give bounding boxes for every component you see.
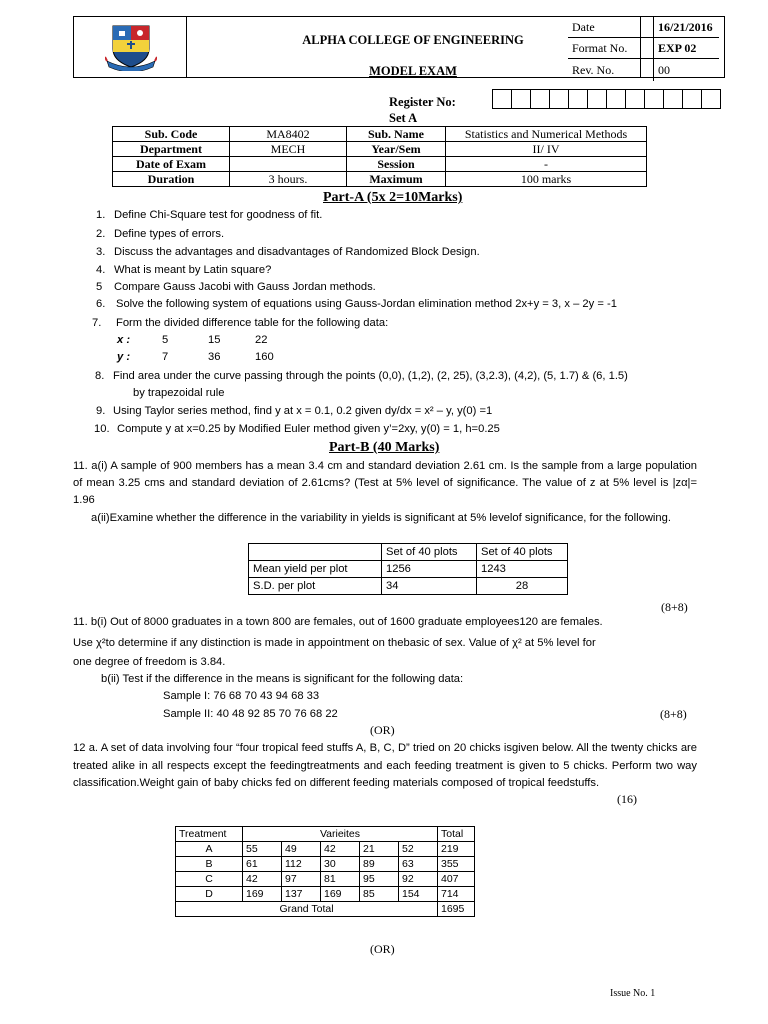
- sample-1: Sample I: 76 68 70 43 94 68 33: [163, 690, 320, 702]
- question-7: 7. Form the divided difference table for the following data:: [92, 317, 389, 329]
- register-box[interactable]: [492, 89, 512, 109]
- question-3: 3. Discuss the advantages and disadvantages of Randomized Block Design.: [96, 246, 480, 258]
- feed-cell: 81: [321, 872, 360, 887]
- document-header: [73, 16, 725, 78]
- question-5-text: Compare Gauss Jacobi with Gauss Jordan methods.: [114, 281, 376, 293]
- info-row: [113, 142, 647, 157]
- feed-cell: 169: [321, 887, 360, 902]
- feed-cell: A: [176, 842, 243, 857]
- feed-cell: 85: [360, 887, 399, 902]
- rev-value: 00: [654, 59, 720, 82]
- sub-code-value: MA8402: [230, 127, 347, 142]
- marks-label: (8+8): [660, 707, 687, 721]
- feed-cell: 89: [360, 857, 399, 872]
- register-box[interactable]: [625, 89, 645, 109]
- yield-header-cell: Set of 40 plots: [477, 544, 568, 561]
- feed-cell: 61: [243, 857, 282, 872]
- feed-table: [175, 826, 475, 917]
- feed-cell: 92: [399, 872, 438, 887]
- register-box[interactable]: [530, 89, 550, 109]
- question-7-text: Form the divided difference table for the following data:: [116, 317, 389, 329]
- question-6: 6. Solve the following system of equations using Gauss-Jordan elimination method 2x+y = 3, x – 2y = -1: [96, 298, 617, 310]
- feed-cell: 714: [438, 887, 475, 902]
- info-row: [113, 157, 647, 172]
- feed-row: [176, 887, 475, 902]
- register-box[interactable]: [701, 89, 721, 109]
- y-value: 36: [208, 351, 221, 363]
- feed-cell: 355: [438, 857, 475, 872]
- register-box[interactable]: [511, 89, 531, 109]
- meta-table: [568, 17, 719, 81]
- feed-cell: 42: [321, 842, 360, 857]
- register-box[interactable]: [549, 89, 569, 109]
- register-box[interactable]: [587, 89, 607, 109]
- year-value: II/ IV: [446, 142, 647, 157]
- feed-cell: C: [176, 872, 243, 887]
- feed-cell: 95: [360, 872, 399, 887]
- x-value: 5: [162, 334, 169, 346]
- feed-cell: 42: [243, 872, 282, 887]
- question-5: 5 Compare Gauss Jacobi with Gauss Jordan methods.: [96, 281, 376, 293]
- yield-header-cell: [249, 544, 382, 561]
- feed-cell: 112: [282, 857, 321, 872]
- question-2: 2. Define types of errors.: [96, 228, 225, 240]
- feed-cell: 55: [243, 842, 282, 857]
- yield-header-row: [249, 544, 568, 561]
- yield-cell: 1243: [477, 561, 568, 578]
- question-11-b-i-cont: one degree of freedom is 3.84.: [73, 656, 226, 668]
- yield-cell: Mean yield per plot: [249, 561, 382, 578]
- feed-cell: 30: [321, 857, 360, 872]
- feed-cell: 169: [243, 887, 282, 902]
- question-8: 8. Find area under the curve passing through the points (0,0), (1,2), (2, 25), (3,2.3), (4,2), (5, 1.7) & (6, 1.5): [95, 370, 628, 382]
- grand-total-label: Grand Total: [176, 902, 438, 917]
- part-a-heading: Part-A (5x 2=10Marks): [323, 190, 463, 205]
- date-label: Date: [568, 17, 654, 38]
- feed-cell: D: [176, 887, 243, 902]
- exam-date-value: [230, 157, 347, 172]
- format-label: Format No.: [568, 38, 654, 59]
- question-11-b-ii: b(ii) Test if the difference in the means is significant for the following data:: [101, 673, 464, 685]
- set-label: Set A: [389, 111, 418, 125]
- format-value: EXP 02: [654, 38, 720, 59]
- y-value: 160: [255, 351, 274, 363]
- maximum-label: Maximum: [347, 172, 446, 187]
- y-value: 7: [162, 351, 169, 363]
- register-number-boxes[interactable]: [493, 89, 721, 109]
- college-name: ALPHA COLLEGE OF ENGINEERING: [302, 33, 524, 47]
- register-box[interactable]: [606, 89, 626, 109]
- feed-header-cell: Treatment: [176, 827, 243, 842]
- question-11-a-i: 11. a(i) A sample of 900 members has a mean 3.4 cm and standard deviation 2.61 cm. Is the sample from a large population of mean 3.25 cms and standard deviation of 2.61cms? (Test at 5% level of significance. The value of z at 5% level is |zα|= 1.96: [73, 460, 697, 506]
- question-4: 4. What is meant by Latin square?: [96, 264, 272, 276]
- question-2-text: Define types of errors.: [114, 228, 225, 240]
- duration-value: 3 hours.: [230, 172, 347, 187]
- question-10-text: Compute y at x=0.25 by Modified Euler method given y’=2xy, y(0) = 1, h=0.25: [117, 423, 500, 435]
- register-box[interactable]: [568, 89, 588, 109]
- or-separator: (OR): [370, 942, 395, 956]
- x-value: 22: [255, 334, 268, 346]
- year-label: Year/Sem: [347, 142, 446, 157]
- question-8-text: Find area under the curve passing through the points (0,0), (1,2), (2, 25), (3,2.3), (4,2), (5, 1.7) & (6, 1.5): [113, 370, 628, 382]
- y-label: y :: [117, 351, 131, 363]
- feed-header-cell: Total: [438, 827, 475, 842]
- feed-cell: 63: [399, 857, 438, 872]
- yield-cell: 34: [382, 578, 477, 595]
- info-row: [113, 172, 647, 187]
- rev-label: Rev. No.: [568, 59, 654, 82]
- feed-total-row: [176, 902, 475, 917]
- info-row: [113, 127, 647, 142]
- session-value: -: [446, 157, 647, 172]
- logo-cell: [74, 17, 187, 77]
- dept-label: Department: [113, 142, 230, 157]
- register-box[interactable]: [644, 89, 664, 109]
- feed-cell: B: [176, 857, 243, 872]
- register-box[interactable]: [682, 89, 702, 109]
- feed-cell: 219: [438, 842, 475, 857]
- question-9-text: Using Taylor series method, find y at x = 0.1, 0.2 given dy/dx = x² – y, y(0) =1: [113, 405, 493, 417]
- question-3-text: Discuss the advantages and disadvantages of Randomized Block Design.: [114, 246, 480, 258]
- feed-cell: 52: [399, 842, 438, 857]
- feed-header-cell: Varieites: [243, 827, 438, 842]
- meta-row-format: [568, 38, 719, 59]
- feed-row: [176, 842, 475, 857]
- date-value: 16/21/2016: [654, 17, 720, 38]
- duration-label: Duration: [113, 172, 230, 187]
- exam-date-label: Date of Exam: [113, 157, 230, 172]
- sub-name-label: Sub. Name: [347, 127, 446, 142]
- feed-cell: 21: [360, 842, 399, 857]
- yield-header-cell: Set of 40 plots: [382, 544, 477, 561]
- question-11-a-ii: a(ii)Examine whether the difference in the variability in yields is significant at 5% levelof significance, for the following.: [91, 512, 671, 524]
- x-value: 15: [208, 334, 221, 346]
- register-box[interactable]: [663, 89, 683, 109]
- marks-label: (16): [617, 792, 637, 806]
- question-10: 10. Compute y at x=0.25 by Modified Euler method given y’=2xy, y(0) = 1, h=0.25: [94, 423, 500, 435]
- college-crest-logo: [105, 23, 157, 71]
- part-b-heading: Part-B (40 Marks): [329, 440, 440, 455]
- feed-cell: 49: [282, 842, 321, 857]
- exam-name: MODEL EXAM: [369, 64, 457, 78]
- feed-cell: 97: [282, 872, 321, 887]
- question-12-a: 12 a. A set of data involving four “four tropical feed stuffs A, B, C, D” tried on 20 chicks isgiven below. All the twenty chicks are treated alike in all respects except the feedingtreatments and each feeding treatment is given to 5 chicks. Perform two way classification.Weight gain of baby chicks fed on different feeding materials composed of tropical feedstuffs.: [73, 742, 697, 789]
- yield-cell: S.D. per plot: [249, 578, 382, 595]
- yield-cell: 1256: [382, 561, 477, 578]
- yield-row: [249, 561, 568, 578]
- feed-row: [176, 872, 475, 887]
- question-1-text: Define Chi-Square test for goodness of fit.: [114, 209, 323, 221]
- question-4-text: What is meant by Latin square?: [114, 264, 272, 276]
- issue-number: Issue No. 1: [610, 988, 656, 999]
- question-9: 9. Using Taylor series method, find y at x = 0.1, 0.2 given dy/dx = x² – y, y(0) =1: [96, 405, 493, 417]
- marks-label: (8+8): [661, 600, 688, 614]
- sub-code-label: Sub. Code: [113, 127, 230, 142]
- feed-cell: 407: [438, 872, 475, 887]
- meta-row-rev: [568, 59, 719, 82]
- dept-value: MECH: [230, 142, 347, 157]
- question-6-text: Solve the following system of equations using Gauss-Jordan elimination method 2x+y = 3, x – 2y = -1: [116, 298, 617, 310]
- question-11-b-i: 11. b(i) Out of 8000 graduates in a town 800 are females, out of 1600 graduate employees120 are females.: [73, 616, 603, 628]
- x-label: x :: [117, 334, 131, 346]
- maximum-value: 100 marks: [446, 172, 647, 187]
- grand-total-value: 1695: [438, 902, 475, 917]
- feed-cell: 137: [282, 887, 321, 902]
- sample-2: Sample II: 40 48 92 85 70 76 68 22: [163, 708, 338, 720]
- question-11-b-i-cont: Use χ²to determine if any distinction is made in appointment on thebasic of sex. Value of χ² at 5% level for: [73, 637, 596, 649]
- meta-row-date: [568, 17, 719, 38]
- exam-info-table: [112, 126, 647, 187]
- or-separator: (OR): [370, 723, 395, 737]
- yield-table: [248, 543, 568, 595]
- yield-row: [249, 578, 568, 595]
- feed-header-row: [176, 827, 475, 842]
- feed-row: [176, 857, 475, 872]
- yield-cell: 28: [477, 578, 568, 595]
- session-label: Session: [347, 157, 446, 172]
- register-label: Register No:: [389, 95, 456, 109]
- question-1: 1. Define Chi-Square test for goodness of fit.: [96, 209, 323, 221]
- feed-cell: 154: [399, 887, 438, 902]
- sub-name-value: Statistics and Numerical Methods: [446, 127, 647, 142]
- question-8-cont: by trapezoidal rule: [133, 387, 225, 399]
